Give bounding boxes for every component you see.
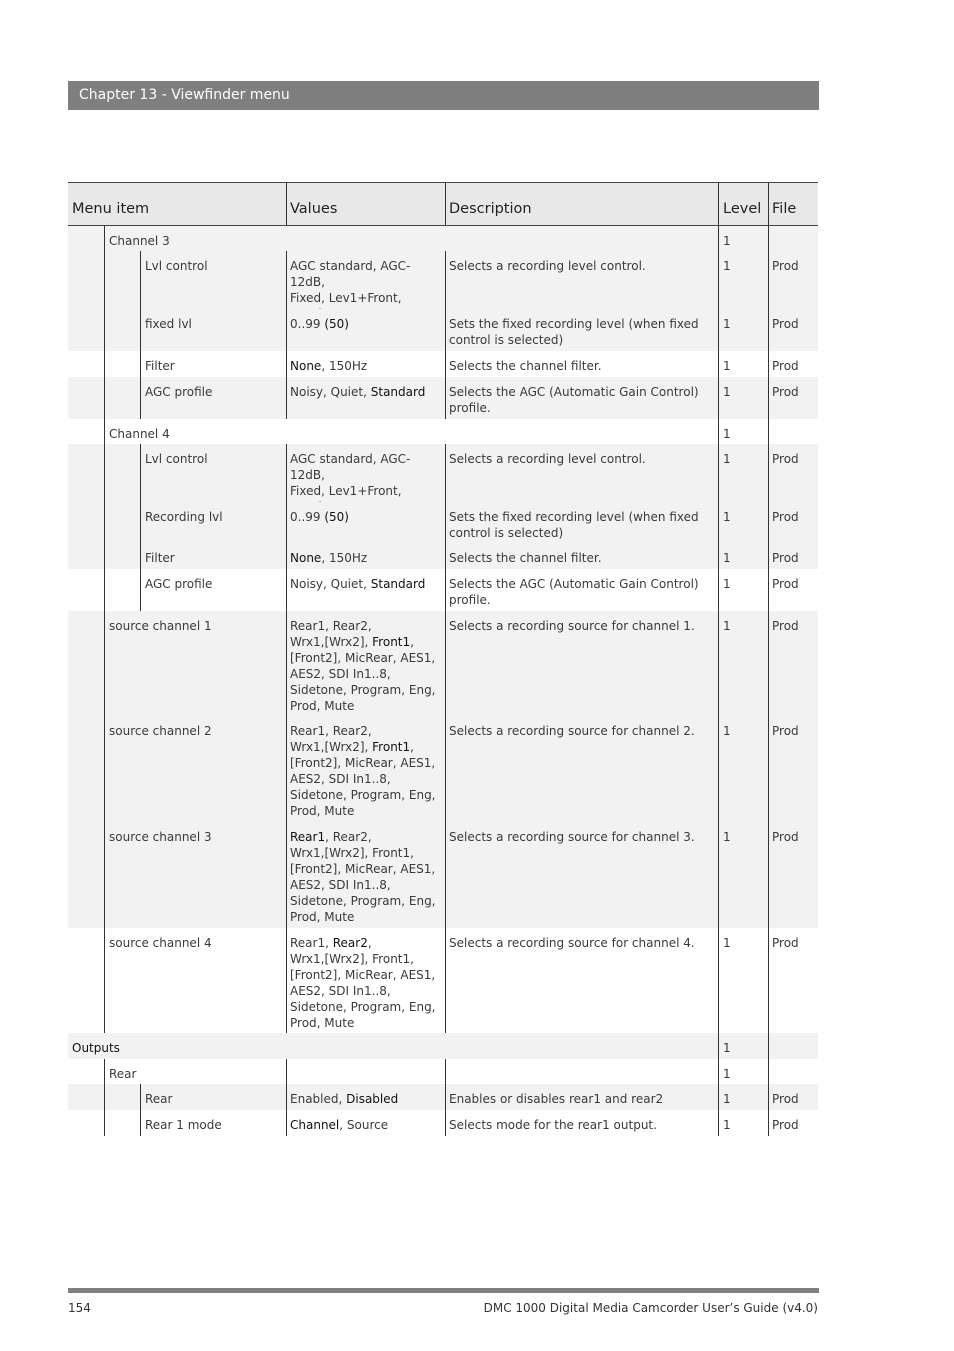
level-cell: 1 <box>723 936 731 950</box>
file-cell: Prod <box>772 359 799 373</box>
level-cell: 1 <box>723 619 731 633</box>
values-cell: Rear1, Rear2, Wrx1,[Wrx2], Front1, [Front2], MicRear, AES1, AES2, SDI In1..8, Sidetone, Program, Eng, Prod, Mute <box>290 619 436 713</box>
file-cell: Prod <box>772 510 799 524</box>
description-cell: Sets the fixed recording level (when fixed control is selected) <box>449 510 699 540</box>
table-row <box>68 1110 818 1136</box>
menu-item-cell: Rear <box>145 1092 173 1106</box>
chapter-title: Chapter 13 - Viewfinder menu <box>79 87 290 103</box>
menu-item-cell: source channel 1 <box>109 619 212 633</box>
level-cell: 1 <box>723 1067 731 1081</box>
table-row <box>68 226 818 251</box>
chapter-header-bar <box>68 81 819 110</box>
table-row <box>68 444 818 502</box>
menu-item-cell: Rear <box>109 1067 137 1081</box>
file-cell: Prod <box>772 1092 799 1106</box>
file-cell: Prod <box>772 317 799 331</box>
values-cell: None, 150Hz <box>290 359 368 373</box>
values-cell: Noisy, Quiet, Standard <box>290 385 426 399</box>
file-cell: Prod <box>772 1118 799 1132</box>
level-cell: 1 <box>723 359 731 373</box>
menu-item-cell: Channel 4 <box>109 427 170 441</box>
table-row <box>68 419 818 444</box>
menu-item-cell: Outputs <box>72 1041 120 1055</box>
menu-item-cell: Filter <box>145 359 175 373</box>
table-row <box>68 502 818 543</box>
col-header-file: File <box>772 201 797 217</box>
values-cell: Rear1, Rear2, Wrx1,[Wrx2], Front1, [Front2], MicRear, AES1, AES2, SDI In1..8, Sidetone, Program, Eng, Prod, Mute <box>290 936 436 1030</box>
table-row <box>68 377 818 419</box>
level-cell: 1 <box>723 385 731 399</box>
file-cell: Prod <box>772 619 799 633</box>
values-cell: Rear1, Rear2, Wrx1,[Wrx2], Front1, [Front2], MicRear, AES1, AES2, SDI In1..8, Sidetone, Program, Eng, Prod, Mute <box>290 830 436 924</box>
table-row <box>68 611 818 716</box>
level-cell: 1 <box>723 830 731 844</box>
menu-item-cell: source channel 2 <box>109 724 212 738</box>
values-cell: Rear1, Rear2, Wrx1,[Wrx2], Front1, [Front2], MicRear, AES1, AES2, SDI In1..8, Sidetone, Program, Eng, Prod, Mute <box>290 724 436 818</box>
table-body <box>68 226 818 1136</box>
level-cell: 1 <box>723 724 731 738</box>
values-cell: Noisy, Quiet, Standard <box>290 577 426 591</box>
table-row <box>68 822 818 928</box>
level-cell: 1 <box>723 452 731 466</box>
menu-item-cell: Recording lvl <box>145 510 223 524</box>
document-title: DMC 1000 Digital Media Camcorder User’s Guide (v4.0) <box>483 1301 818 1315</box>
values-cell: Channel, Source <box>290 1118 389 1132</box>
file-cell: Prod <box>772 724 799 738</box>
table-row <box>68 251 818 309</box>
table-row <box>68 928 818 1033</box>
level-cell: 1 <box>723 317 731 331</box>
table-row <box>68 1084 818 1110</box>
file-cell: Prod <box>772 452 799 466</box>
col-header-description: Description <box>449 201 532 217</box>
values-cell: 0..99 (50) <box>290 510 349 524</box>
footer-bar <box>68 1288 819 1293</box>
col-header-menu-item: Menu item <box>72 201 150 217</box>
description-cell: Selects the channel filter. <box>449 359 602 373</box>
file-cell: Prod <box>772 936 799 950</box>
table-row <box>68 309 818 351</box>
col-header-level: Level <box>723 201 762 217</box>
description-cell: Selects mode for the rear1 output. <box>449 1118 657 1132</box>
values-cell: None, 150Hz <box>290 551 368 565</box>
description-cell: Selects the AGC (Automatic Gain Control) profile. <box>449 577 699 607</box>
table-row <box>68 351 818 377</box>
level-cell: 1 <box>723 510 731 524</box>
description-cell: Selects the channel filter. <box>449 551 602 565</box>
menu-item-cell: Lvl control <box>145 452 208 466</box>
level-cell: 1 <box>723 1041 731 1055</box>
description-cell <box>449 1059 715 1084</box>
table-row <box>68 1059 818 1084</box>
menu-item-cell: fixed lvl <box>145 317 192 331</box>
file-cell <box>772 1033 818 1059</box>
menu-item-cell: AGC profile <box>145 577 213 591</box>
table-row <box>68 569 818 611</box>
level-cell: 1 <box>723 427 731 441</box>
values-cell: Enabled, Disabled <box>290 1092 399 1106</box>
level-cell: 1 <box>723 551 731 565</box>
description-cell: Selects a recording source for channel 1. <box>449 619 695 633</box>
file-cell: Prod <box>772 259 799 273</box>
page-number: 154 <box>68 1301 91 1315</box>
menu-item-cell: source channel 4 <box>109 936 212 950</box>
description-cell: Selects a recording level control. <box>449 259 646 273</box>
level-cell: 1 <box>723 234 731 248</box>
description-cell: Sets the fixed recording level (when fixed control is selected) <box>449 317 699 347</box>
menu-item-cell: AGC profile <box>145 385 213 399</box>
values-cell: AGC standard, AGC-12dB, Fixed, Lev1+Front, <box>290 452 411 498</box>
description-cell: Selects a recording level control. <box>449 452 646 466</box>
file-cell: Prod <box>772 385 799 399</box>
col-header-values: Values <box>290 201 338 217</box>
table-row <box>68 716 818 822</box>
level-cell: 1 <box>723 577 731 591</box>
table-header <box>68 182 818 226</box>
menu-item-cell: source channel 3 <box>109 830 212 844</box>
description-cell: Selects a recording source for channel 2. <box>449 724 695 738</box>
values-cell: AGC standard, AGC-12dB, Fixed, Lev1+Front, <box>290 259 411 305</box>
menu-item-cell: Rear 1 mode <box>145 1118 222 1132</box>
menu-item-cell: Channel 3 <box>109 234 170 248</box>
level-cell: 1 <box>723 1118 731 1132</box>
values-cell <box>290 1059 442 1084</box>
file-cell: Prod <box>772 551 799 565</box>
description-cell: Selects the AGC (Automatic Gain Control) profile. <box>449 385 699 415</box>
file-cell: Prod <box>772 577 799 591</box>
description-cell: Selects a recording source for channel 4. <box>449 936 695 950</box>
file-cell <box>772 1059 818 1084</box>
level-cell: 1 <box>723 1092 731 1106</box>
values-cell: 0..99 (50) <box>290 317 349 331</box>
file-cell: Prod <box>772 830 799 844</box>
table-row <box>68 1033 818 1059</box>
description-cell: Selects a recording source for channel 3. <box>449 830 695 844</box>
menu-table <box>68 182 818 1136</box>
file-cell <box>772 226 818 251</box>
table-row <box>68 543 818 569</box>
description-cell: Enables or disables rear1 and rear2 <box>449 1092 664 1106</box>
file-cell <box>772 419 818 444</box>
level-cell: 1 <box>723 259 731 273</box>
menu-item-cell: Lvl control <box>145 259 208 273</box>
menu-item-cell: Filter <box>145 551 175 565</box>
